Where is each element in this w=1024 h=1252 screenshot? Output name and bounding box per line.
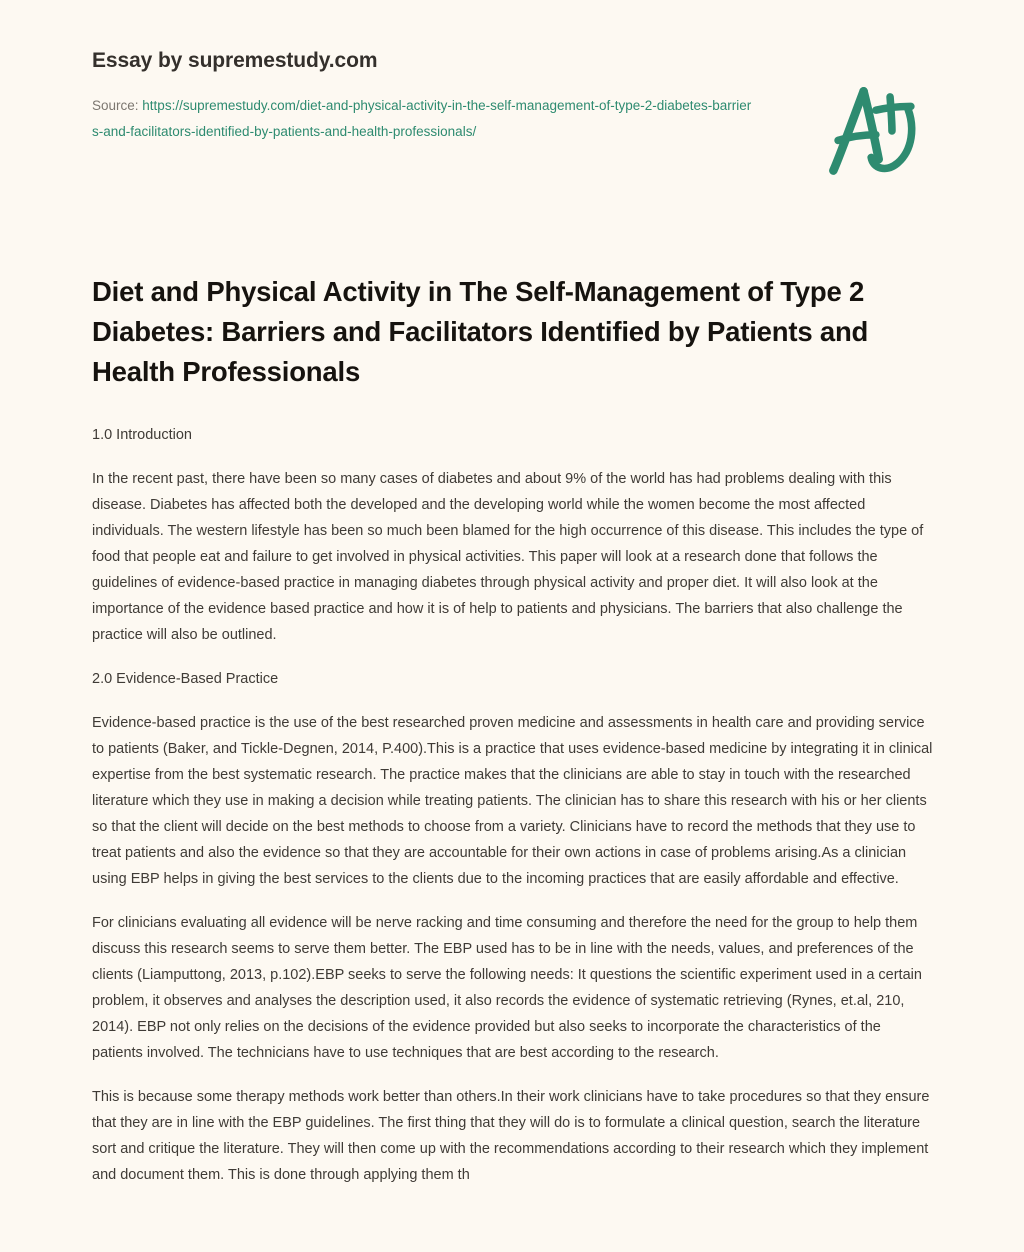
body-paragraph: This is because some therapy methods work better than others.In their work clinicians have to take procedures so that they ensure that they are in line with the EBP guidelines. The first thing that they will do is to formulate a clinical question, search the literature sort and critique the literature. They will then come up with the recommendations according to their research which they implement and document them. This is done through applying them th xyxy=(92,1089,930,1183)
article-body xyxy=(92,272,934,1188)
source-line xyxy=(92,93,752,145)
body-paragraph: In the recent past, there have been so many cases of diabetes and about 9% of the world has had problems dealing with this disease. Diabetes has affected both the developed and the developing world while the women become the most affected individuals. The western lifestyle has been so much been blamed for the high occurrence of this disease. This includes the type of food that people eat and failure to get involved in physical activities. This paper will look at a research done that follows the guidelines of evidence-based practice in managing diabetes through physical activity and proper diet. It will also look at the importance of the evidence based practice and how it is of help to patients and physicians. The barriers that also challenge the practice will also be outlined. xyxy=(92,471,924,643)
a-plus-logo-icon xyxy=(822,78,926,182)
body-paragraph: For clinicians evaluating all evidence will be nerve racking and time consuming and therefore the need for the group to help them discuss this research seems to serve them better. The EBP used has to be in line with the needs, values, and preferences of the clients (Liamputtong, 2013, p.102).EBP seeks to serve the following needs: It questions the scientific experiment used in a certain problem, it observes and analyses the description used, it also records the evidence of systematic retrieving (Rynes, et.al, 210, 2014). EBP not only relies on the decisions of the evidence provided but also seeks to incorporate the characteristics of the patients involved. The technicians have to use techniques that are best according to the research. xyxy=(92,915,922,1061)
source-label: Source: xyxy=(92,98,139,114)
a-plus-logo xyxy=(822,78,926,182)
section-heading: 2.0 Evidence-Based Practice xyxy=(92,671,279,687)
page-title: Diet and Physical Activity in The Self-Management of Type 2 Diabetes: Barriers and Facilitators Identified by Patients and Health Professionals xyxy=(92,276,869,387)
site-title: Essay by supremestudy.com xyxy=(92,49,378,72)
article-blocks xyxy=(92,422,934,1188)
section-heading: 1.0 Introduction xyxy=(92,427,192,443)
source-url-link[interactable]: https://supremestudy.com/diet-and-physical-activity-in-the-self-management-of-type-2-diabetes-barriers-and-facilitators-identified-by-patients-and-health-professionals/ xyxy=(92,98,752,140)
body-paragraph: Evidence-based practice is the use of the best researched proven medicine and assessments in health care and providing service to patients (Baker, and Tickle-Degnen, 2014, P.400).This is a practice that uses evidence-based medicine by integrating it in clinical expertise from the best systematic research. The practice makes that the clinicians are able to stay in touch with the researched literature which they use in making a decision while treating patients. The clinician has to share this research with his or her clients so that the client will decide on the best methods to choose from a variety. Clinicians have to record the methods that they use to treat patients and also the evidence so that they are accountable for their own actions in case of problems arising.As a clinician using EBP helps in giving the best services to the clients due to the incoming practices that are easily affordable and effective. xyxy=(92,715,933,887)
